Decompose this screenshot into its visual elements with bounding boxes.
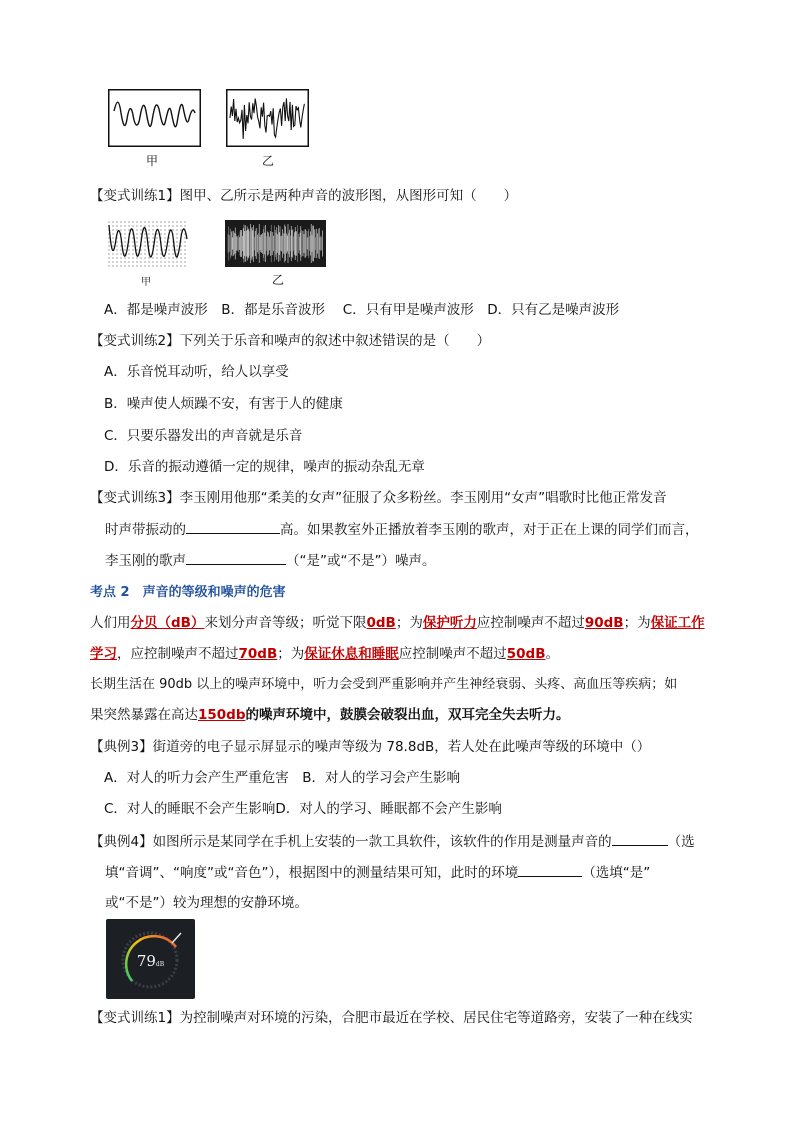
example-3: 【典例3】街道旁的电子显示屏显示的噪声等级为 78.8dB，若人处在此噪声等级的环境中（） bbox=[90, 739, 651, 755]
question-train-1: 【变式训练1】图甲、乙所示是两种声音的波形图，从图形可知（ ） bbox=[90, 188, 518, 204]
question-train-3-line-2 bbox=[105, 519, 699, 540]
example-3-options-cd: C．对人的睡眠不会产生影响D．对人的学习、睡眠都不会产生影响 bbox=[104, 801, 502, 817]
answer-blank[interactable] bbox=[518, 862, 582, 877]
waveform-box-b bbox=[226, 89, 309, 147]
highlight: 150db bbox=[198, 707, 246, 723]
text: ；为 bbox=[623, 615, 651, 631]
waveform-box-a bbox=[108, 89, 201, 147]
paragraph-harm-line-2 bbox=[90, 705, 570, 725]
paragraph-levels-line-2 bbox=[90, 644, 559, 664]
answer-blank[interactable] bbox=[186, 550, 286, 565]
waveform-noise-b bbox=[225, 220, 326, 267]
question-train-1-options: A．都是噪声波形 B．都是乐音波形 C．只有甲是噪声波形 D．只有乙是噪声波形 bbox=[104, 302, 620, 318]
fig1-label-b: 乙 bbox=[261, 154, 274, 168]
question-train-3-text: 高。如果教室外正播放着李玉刚的歌声，对于正在上课的同学们而言， bbox=[280, 522, 699, 538]
text: ；为 bbox=[395, 615, 423, 631]
question-train-3-text: 时声带振动的 bbox=[105, 522, 186, 538]
text: 人们用 bbox=[90, 615, 131, 631]
question-train-2-option-d: D．乐音的振动遵循一定的规律，噪声的振动杂乱无章 bbox=[104, 459, 425, 475]
meter-value: 79 bbox=[136, 952, 156, 970]
example-4-line-3: 或“不是”）较为理想的安静环境。 bbox=[105, 895, 308, 911]
text: 果突然暴露在高达 bbox=[90, 707, 198, 723]
highlight: 分贝（dB） bbox=[130, 615, 205, 631]
fig2-label-b: 乙 bbox=[271, 273, 284, 287]
highlight: 保护听力 bbox=[422, 615, 477, 631]
paragraph-levels-line-1 bbox=[90, 613, 705, 633]
text: 应控制噪声不超过 bbox=[476, 615, 585, 631]
example-4-line-2 bbox=[105, 862, 650, 883]
meter-unit: dB bbox=[155, 961, 165, 968]
question-train-1b: 【变式训练1】为控制噪声对环境的污染，合肥市最近在学校、居民住宅等道路旁，安装了一种在线实 bbox=[90, 1010, 693, 1026]
question-train-3-text: （“是”或“不是”）噪声。 bbox=[286, 553, 436, 569]
text: ，应控制噪声不超过 bbox=[117, 646, 239, 662]
answer-blank[interactable] bbox=[186, 519, 280, 534]
highlight: 50dB bbox=[506, 646, 546, 662]
paragraph-harm-line-1: 长期生活在 90db 以上的噪声环境中，听力会受到严重影响并产生神经衰弱、头疼、高血压等疾病；如 bbox=[90, 677, 678, 692]
example-3-options-ab: A．对人的听力会产生严重危害 B．对人的学习会产生影响 bbox=[104, 770, 460, 786]
question-train-2: 【变式训练2】下列关于乐音和噪声的叙述中叙述错误的是（ ） bbox=[90, 333, 491, 349]
highlight: 保证工作 bbox=[650, 615, 705, 631]
text: ；为 bbox=[277, 646, 305, 662]
example-4-line-1 bbox=[90, 831, 695, 852]
question-train-2-option-b: B．噪声使人烦躁不安，有害于人的健康 bbox=[104, 396, 343, 412]
highlight: 学习 bbox=[90, 646, 117, 662]
text: 填“音调”、“响度”或“音色”），根据图中的测量结果可知，此时的环境 bbox=[105, 865, 519, 881]
question-train-2-option-c: C．只要乐器发出的声音就是乐音 bbox=[104, 428, 303, 444]
question-train-2-option-a: A．乐音悦耳动听，给人以享受 bbox=[104, 364, 289, 380]
text: （选 bbox=[667, 834, 695, 850]
text: 。 bbox=[545, 646, 559, 662]
fig2-label-a: 甲 bbox=[141, 277, 151, 288]
answer-blank[interactable] bbox=[612, 831, 668, 846]
waveform-grid-a bbox=[107, 219, 189, 269]
text: 来划分声音等级；听觉下限 bbox=[204, 615, 367, 631]
highlight: 70dB bbox=[238, 646, 278, 662]
question-train-3-text: 李玉刚的歌声 bbox=[105, 553, 186, 569]
decibel-meter-image bbox=[106, 919, 195, 999]
fig1-label-a: 甲 bbox=[145, 154, 158, 168]
meter-reading bbox=[106, 952, 195, 970]
question-train-3-line-3 bbox=[105, 550, 435, 571]
text: 的噪声环境中，鼓膜会破裂出血，双耳完全失去听力。 bbox=[245, 707, 570, 723]
section-heading: 考点 2 声音的等级和噪声的危害 bbox=[90, 585, 286, 600]
text: （选填“是” bbox=[582, 865, 651, 881]
text: 应控制噪声不超过 bbox=[398, 646, 507, 662]
highlight: 保证休息和睡眠 bbox=[304, 646, 399, 662]
question-train-3-line-1: 【变式训练3】李玉刚用他那“柔美的女声”征服了众多粉丝。李玉刚用“女声”唱歌时比他正常发音 bbox=[90, 490, 667, 506]
text: 【典例4】如图所示是某同学在手机上安装的一款工具软件，该软件的作用是测量声音的 bbox=[90, 834, 612, 850]
highlight: 0dB bbox=[366, 615, 396, 631]
highlight: 90dB bbox=[584, 615, 624, 631]
